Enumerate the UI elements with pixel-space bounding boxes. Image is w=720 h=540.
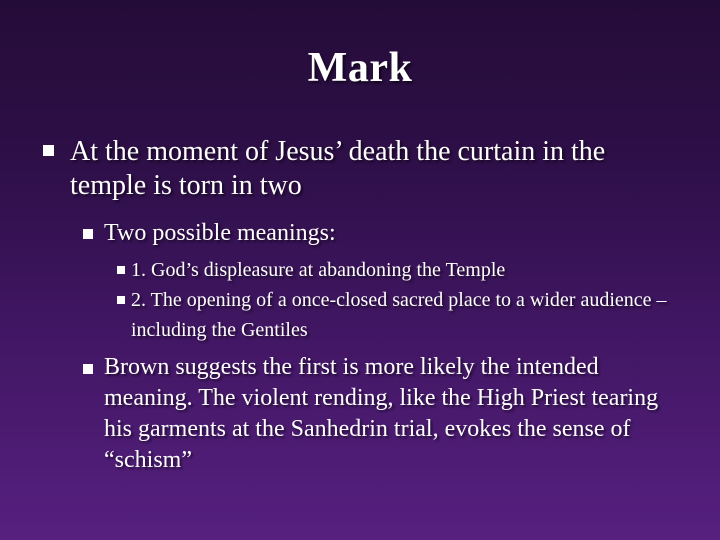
bullet-meaning-two: 2. The opening of a once-closed sacred place to a wider audience – including the Gentiles [131,289,667,341]
bullet-possible-meanings: Two possible meanings: [104,220,336,246]
bullet-square-icon [43,145,54,156]
bullet-square-icon [117,266,125,274]
bullet-meaning-one: 1. God’s displeasure at abandoning the Temple [131,259,506,281]
bullet-brown-suggests: Brown suggests the first is more likely the intended meaning. The violent rending, like the High Priest tearing his garments at the Sanhedrin trial, evokes the sense of “schism” [104,354,659,473]
slide-title: Mark [307,45,413,91]
bullet-curtain-torn: At the moment of Jesus’ death the curtain in the temple is torn in two [70,136,606,201]
bullet-square-icon [83,364,93,374]
bullet-square-icon [83,229,93,239]
bullet-square-icon [117,296,125,304]
